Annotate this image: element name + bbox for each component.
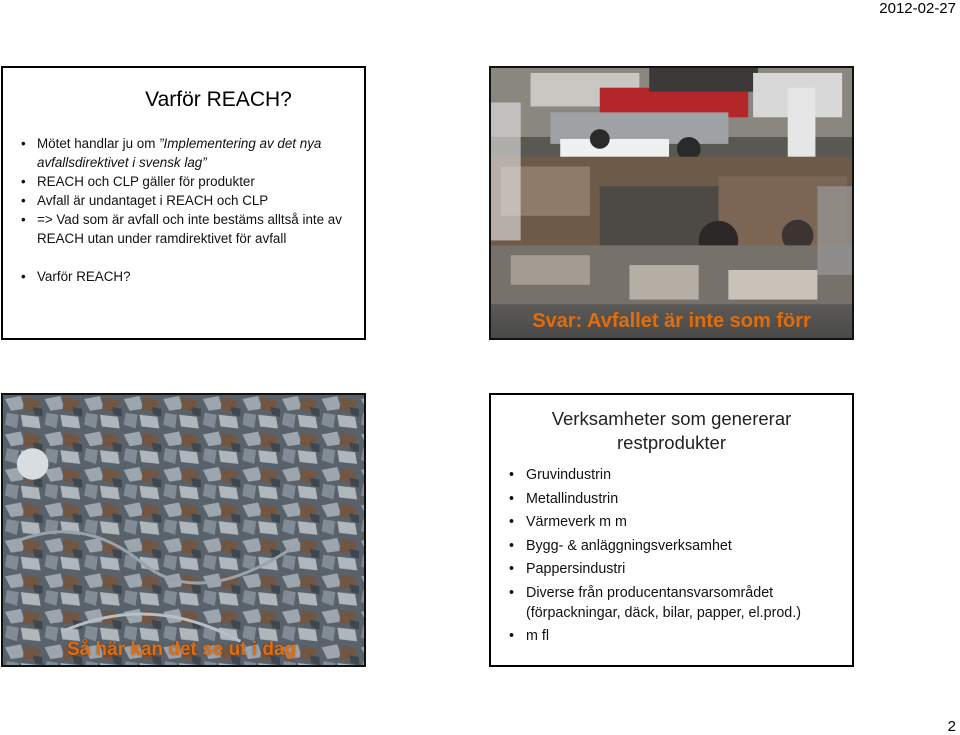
list-item: • m fl (507, 626, 844, 646)
header-date: 2012-02-27 (879, 0, 956, 17)
bullet-list (19, 134, 350, 286)
slide-varfor-reach (1, 66, 366, 340)
bullet-text: (förpackningar, däck, bilar, papper, el.prod.) (526, 604, 801, 621)
list-item (507, 583, 844, 623)
scrap-car-pile-photo (491, 68, 852, 338)
slide-title-line: restprodukter (617, 432, 726, 453)
list-item: • Varför REACH? (19, 267, 350, 286)
slide-caption: Så här kan det se ut i dag (67, 639, 297, 660)
slide-verksamheter (489, 393, 854, 667)
slide-title: Varför REACH? (145, 88, 292, 111)
list-item (19, 134, 350, 172)
list-item: • => Vad som är avfall och inte bestäms alltså inte av REACH utan under ramdirektivet för avfall (19, 210, 350, 248)
list-item: • Avfall är undantaget i REACH och CLP (19, 191, 350, 210)
list-item: • Gruvindustrin (507, 465, 844, 485)
page-number: 2 (947, 718, 956, 735)
slide-scrap-today (1, 393, 366, 667)
list-item: • Värmeverk m m (507, 512, 844, 532)
bullet-text-italic: ”Implementering av det nya avfallsdirektivet i svensk lag” (37, 136, 322, 170)
bullet-text: • Diverse från producentansvarsområdet (526, 584, 774, 601)
slide-title-line: Verksamheter som genererar (551, 408, 792, 429)
slide-caption: Svar: Avfallet är inte som förr (491, 304, 852, 338)
list-item: • Bygg- & anläggningsverksamhet (507, 536, 844, 556)
list-item: • REACH och CLP gäller för produkter (19, 172, 350, 191)
list-item: • Metallindustrin (507, 489, 844, 509)
shredded-scrap-metal-photo (3, 395, 364, 665)
bullet-list (507, 465, 844, 650)
bullet-text: Mötet handlar ju om (37, 136, 160, 151)
list-item: • Pappersindustri (507, 559, 844, 579)
slide-scrap-cars (489, 66, 854, 340)
slide-title (491, 407, 852, 455)
